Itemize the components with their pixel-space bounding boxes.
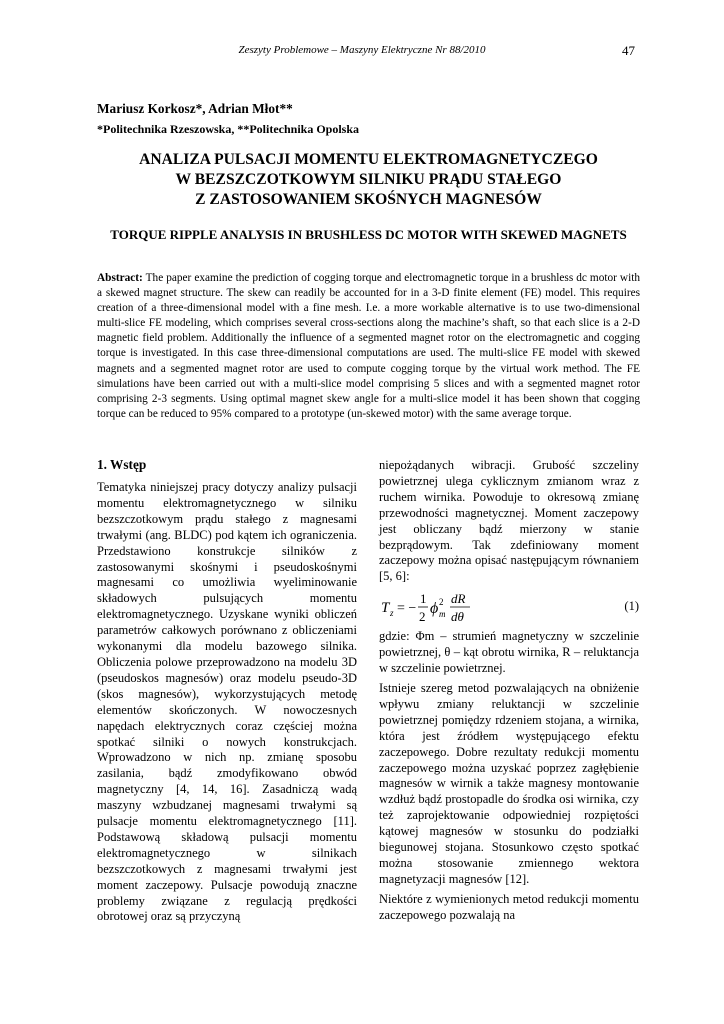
eq-lhs-sub: z xyxy=(390,608,394,619)
title-pl-line-1: ANALIZA PULSACJI MOMENTU ELEKTROMAGNETYCZEGO xyxy=(139,151,598,168)
eq-frac2-num: dR xyxy=(451,591,466,607)
eq-phi-sup: 2 xyxy=(439,597,444,608)
abstract-label: Abstract: xyxy=(97,272,143,284)
left-paragraph: Tematyka niniejszej pracy dotyczy analizy pulsacji momentu elektromagnetycznego w silniku bezszczotkowym prądu stałego z magnesami trwałymi (ang. BLDC) pod kątem ich ograniczenia. Przedstawiono konstrukcje silników z zastosowanymi skośnymi i pseudoskośnymi magnesami co umożliwia wyeliminowanie składowych pulsujących momentu elektromagnetycznego. Uzyskane wyniki obliczeń parametrów całkowych porównano z obliczeniami wykonanymi dla modelu bazowego silnika. Obliczenia polowe przeprowadzono na modelu 3D (pseudoskos magnesów) oraz modelu pseudo-3D (skos magnesów), wykorzystujących metodę elementów skończonych. W nowoczesnych napędach elektrycznych coraz częściej można spotkać silniki o nowych konstrukcjach. Wprowadzono w nich np. zmianę sposobu zasilania, bądź zmodyfikowano obwód magnetyczny [4, 14, 16]. Zasadniczą wadą maszyny wzbudzanej magnesami trwałymi są pulsacje momentu elektromagnetycznego [11]. Podstawową składową pulsacji momentu elektromagnetycznego w silnikach bezszczotkowych z magnesami trwałymi jest moment zaczepowy. Pulsacje powodują znaczne problemy związane z regulacją prędkości obrotowej oraz są przyczyną xyxy=(97,480,357,924)
title-pl-line-3: Z ZASTOSOWANIEM SKOŚNYCH MAGNESÓW xyxy=(195,191,542,208)
right-paragraph-3: Istnieje szereg metod pozwalających na obniżenie wpływu zmiany reluktancji w szczelinie powietrznej pomiędzy rdzeniem stojana, a wirnika, która jest źródłem występującego efektu zaczepowego. Dobre rezultaty redukcji momentu zaczepowego można uzyskać poprzez zagłębienie magnesów w wirnik a także magnesy montowanie wzdłuż bądź prostopadle do środka osi wirnika, czy też zaprojektowanie odpowiedniej rozpiętości kątowej magnesów w stosunku do podziałki biegunowej stojana. Stosunkowo często spotkać można stosowanie zmiennego wektora magnetyzacji magnesów [12]. xyxy=(379,680,639,886)
affiliations: *Politechnika Rzeszowska, **Politechnika Opolska xyxy=(97,122,360,136)
title-pl-line-2: W BEZSZCZOTKOWYM SILNIKU PRĄDU STAŁEGO xyxy=(175,171,562,188)
authors: Mariusz Korkosz*, Adrian Młot** xyxy=(97,101,293,116)
abstract xyxy=(97,271,640,422)
right-column xyxy=(379,458,639,928)
equation-graphic xyxy=(379,589,579,625)
abstract-text: The paper examine the prediction of cogging torque and electromagnetic torque in a brushless dc motor with a skewed magnet structure. The skew can readily be accounted for in a 3-D finite element (FE) model. This requires creation of a three-dimensional model with a fine mesh. I.e. a more workable alternative is to use two-dimensional multi-slice FE modeling, which comprises several cross-sections along the machine’s shaft, so that each slice is a 2-D magnetic field problem. Additionally the influence of a segmented magnet rotor on the electromagnetic and cogging torque is investigated. In this case three-dimensional computations are used. The multi-slice FE model with skewed magnets and a segmented magnet rotor are used to compute cogging torque by the virtual work method. The FE simulations have been carried out with a multi-slice model comprising 5 slices and with a segmented magnet rotor comprising 2-3 segments. Using optimal magnet skew angle for a multi-slice model it has been shown that cogging torque can be reduced to 95% compared to a prototype (un-skewed motor) with the same average torque. xyxy=(97,272,640,420)
eq-phi: ϕ xyxy=(430,600,439,618)
equation-number: (1) xyxy=(624,599,639,614)
page-number: 47 xyxy=(622,43,635,58)
eq-lhs: T xyxy=(381,600,390,617)
eq-frac1-num: 1 xyxy=(420,591,427,607)
eq-frac2-den: dθ xyxy=(451,609,464,625)
eq-equals: = − xyxy=(397,601,417,617)
equation-1 xyxy=(379,589,639,625)
right-paragraph-1: niepożądanych wibracji. Grubość szczeliny powietrznej ulega cyklicznym zmianom wraz z ruchem wirnika. Powoduje to okresową zmianę przewodności magnetycznej. Moment zaczepowy jest obliczany bądź mierzony w stanie bezprądowym. Tak zdefiniowany moment zaczepowy można opisać następującym równaniem [5, 6]: xyxy=(379,458,639,584)
section-heading: 1. Wstęp xyxy=(97,457,147,472)
title-polish xyxy=(97,150,640,210)
journal-header: Zeszyty Problemowe – Maszyny Elektryczne Nr 88/2010 xyxy=(238,44,486,56)
eq-phi-sub: m xyxy=(439,609,446,620)
title-english: TORQUE RIPPLE ANALYSIS IN BRUSHLESS DC MOTOR WITH SKEWED MAGNETS xyxy=(110,227,627,242)
left-column xyxy=(97,456,357,929)
right-paragraph-2: gdzie: Φm – strumień magnetyczny w szczelinie powietrznej, θ – kąt obrotu wirnika, R – reluktancja w szczelinie powietrznej. xyxy=(379,629,639,676)
eq-frac1-den: 2 xyxy=(419,609,426,625)
right-paragraph-4: Niektóre z wymienionych metod redukcji momentu zaczepowego pozwalają na xyxy=(379,891,639,922)
